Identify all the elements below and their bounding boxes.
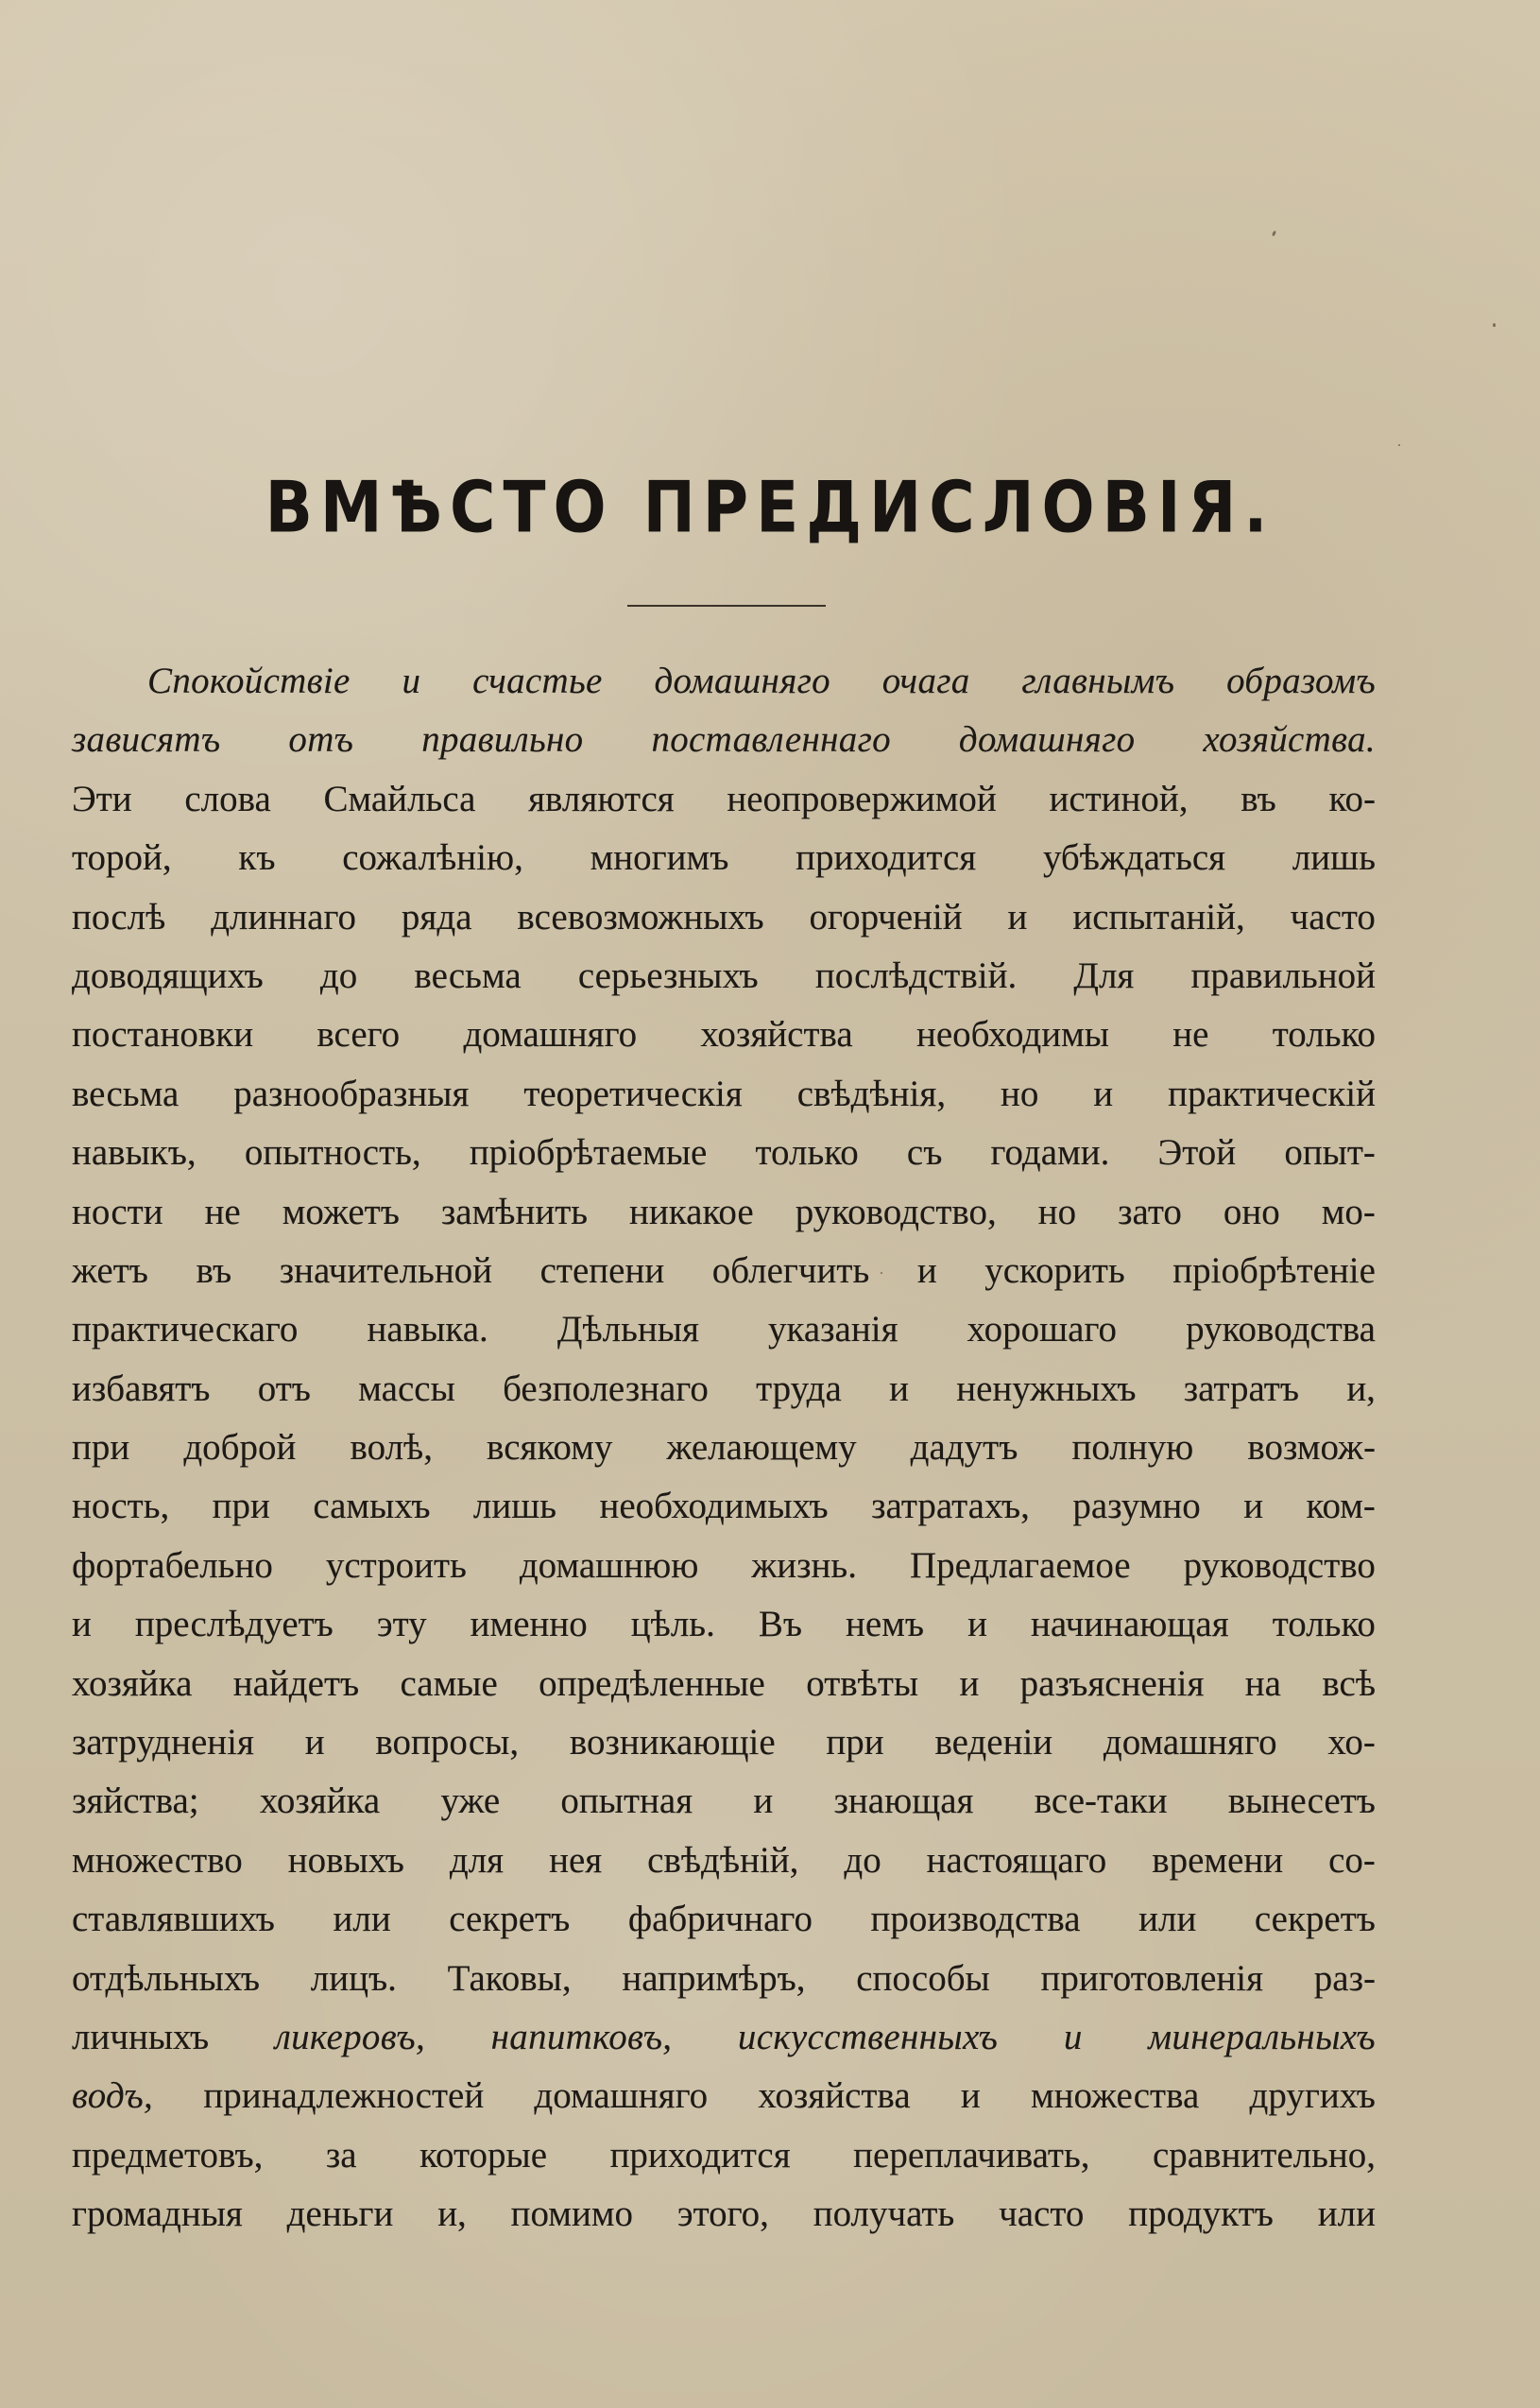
word: множество: [72, 1839, 243, 1881]
word: ликеровъ,: [274, 2016, 426, 2057]
word: Эти: [72, 778, 132, 819]
word: отвѣты: [806, 1662, 919, 1704]
word: не: [204, 1191, 241, 1232]
word: искусственныхъ: [737, 2016, 999, 2057]
word: разумно: [1072, 1486, 1201, 1527]
word: при: [212, 1486, 270, 1527]
word: хозяйства: [758, 2075, 911, 2117]
text-line: [72, 770, 1376, 829]
word: и: [1007, 896, 1028, 937]
word: и: [960, 2075, 981, 2117]
word: напримѣръ,: [622, 1957, 806, 1999]
word: и,: [437, 2193, 467, 2235]
word: со-: [1328, 1839, 1376, 1881]
word: преслѣдуетъ: [134, 1604, 334, 1645]
word: принадлежностей: [203, 2075, 485, 2117]
text-line: [72, 1242, 1376, 1300]
word: секретъ: [1254, 1899, 1376, 1940]
word: разъясненія: [1019, 1662, 1205, 1704]
word: и: [967, 1604, 987, 1645]
word: уже: [440, 1780, 501, 1822]
word: весьма: [72, 1073, 180, 1114]
word: не: [1172, 1014, 1209, 1056]
text-line: [72, 2185, 1376, 2244]
word: труда: [756, 1367, 842, 1409]
word: которые: [419, 2134, 548, 2176]
word: именно: [470, 1604, 588, 1645]
word: слова: [184, 778, 271, 819]
word: образомъ: [1226, 661, 1376, 701]
word: Этой: [1157, 1132, 1237, 1174]
word: лишь: [472, 1486, 557, 1527]
word: необходимыхъ: [599, 1486, 829, 1527]
word: отдѣльныхъ: [72, 1957, 261, 1999]
word: руководства: [1186, 1309, 1376, 1350]
word: производства: [870, 1899, 1081, 1940]
word: послѣ: [72, 896, 166, 937]
word: и: [753, 1780, 774, 1822]
word: серьезныхъ: [577, 955, 759, 996]
text-line: [72, 829, 1376, 887]
word: волѣ,: [350, 1427, 433, 1469]
word: лишь: [1292, 837, 1376, 879]
word: длиннаго: [211, 896, 356, 937]
word: практическаго: [72, 1309, 299, 1350]
word: домашняго: [654, 661, 830, 701]
word: при: [826, 1722, 884, 1763]
word: всевозможныхъ: [517, 896, 764, 937]
word: домашняго: [958, 719, 1136, 761]
word: на: [1244, 1662, 1281, 1704]
word: вопросы,: [375, 1722, 520, 1763]
word: начинающая: [1030, 1604, 1229, 1645]
word: неопровержимой: [727, 778, 997, 819]
word: приходится: [609, 2134, 791, 2176]
word: и: [1243, 1486, 1264, 1527]
word: хозяйства.: [1203, 719, 1376, 761]
text-line: [72, 1065, 1376, 1124]
word: только: [1272, 1014, 1376, 1056]
word: оно: [1223, 1191, 1280, 1232]
word: фортабельно: [72, 1544, 273, 1586]
word: затратъ: [1183, 1367, 1300, 1409]
word: приготовленія: [1040, 1957, 1264, 1999]
word: зато: [1118, 1191, 1182, 1232]
word: лицъ.: [310, 1957, 397, 1999]
text-line: [72, 1595, 1376, 1654]
word: только: [755, 1132, 859, 1174]
word: отъ: [288, 719, 354, 761]
word: самые: [400, 1662, 498, 1704]
word: хорошаго: [967, 1309, 1117, 1350]
word: зависятъ: [72, 719, 221, 761]
word: этого,: [676, 2193, 769, 2235]
paper-speck: [1272, 231, 1276, 237]
word: массы: [358, 1367, 455, 1409]
word: способы: [856, 1957, 990, 1999]
word: ускорить: [984, 1249, 1125, 1291]
word: пріобрѣтаемые: [469, 1132, 708, 1174]
word: и: [959, 1662, 980, 1704]
word: все-таки: [1034, 1780, 1168, 1822]
word: другихъ: [1249, 2075, 1376, 2117]
title-divider: [627, 605, 826, 607]
word: замѣнить: [440, 1191, 589, 1232]
word: домашняго: [1103, 1722, 1277, 1763]
text-line: [72, 1300, 1376, 1359]
word: времени: [1152, 1839, 1284, 1881]
word: избавятъ: [72, 1367, 211, 1409]
word: напитковъ,: [490, 2016, 673, 2057]
word: ком-: [1306, 1486, 1376, 1527]
text-line: [72, 1124, 1376, 1182]
text-line: [72, 1360, 1376, 1419]
word: для: [449, 1839, 505, 1881]
word: главнымъ: [1021, 661, 1175, 701]
word: вынесетъ: [1227, 1780, 1376, 1822]
text-line: [72, 1890, 1376, 1949]
word: до: [844, 1839, 881, 1881]
word: жизнь.: [751, 1544, 857, 1586]
word: ряда: [401, 896, 472, 937]
word: продуктъ: [1128, 2193, 1274, 2235]
word: секретъ: [449, 1899, 571, 1940]
word: сравнительно,: [1153, 2134, 1376, 2176]
word: Дѣльныя: [556, 1309, 699, 1350]
word: найдетъ: [232, 1662, 360, 1704]
word: часто: [1290, 896, 1376, 937]
word: переплачивать,: [853, 2134, 1090, 2176]
word: торой,: [72, 837, 172, 879]
word: навыкъ,: [72, 1132, 197, 1174]
word: эту: [376, 1604, 427, 1645]
word: или: [1138, 1899, 1197, 1940]
word: дадутъ: [910, 1427, 1018, 1469]
word: и,: [1346, 1367, 1376, 1409]
word: или: [1317, 2193, 1376, 2235]
word: Въ: [758, 1604, 803, 1645]
word: домашнюю: [519, 1544, 699, 1586]
word: новыхъ: [287, 1839, 404, 1881]
word: съ: [906, 1132, 943, 1174]
word: часто: [999, 2193, 1085, 2235]
word: возмож-: [1247, 1427, 1376, 1469]
word: домашняго: [463, 1014, 638, 1056]
word: но: [1001, 1073, 1039, 1114]
word: счастье: [472, 661, 603, 701]
word: Спокойствіе: [147, 661, 351, 701]
word: въ: [196, 1249, 232, 1291]
word: самыхъ: [313, 1486, 431, 1527]
word: водъ,: [72, 2075, 154, 2117]
word: и: [1063, 2016, 1083, 2057]
word: опредѣленные: [539, 1662, 765, 1704]
word: разнообразныя: [233, 1073, 470, 1114]
word: множества: [1030, 2075, 1200, 2117]
word: затрудненія: [72, 1722, 254, 1763]
text-line: [72, 2008, 1376, 2067]
word: желающему: [666, 1427, 857, 1469]
word: являются: [528, 778, 675, 819]
word: зяйства;: [72, 1780, 199, 1822]
word: громадныя: [72, 2193, 243, 2235]
word: поставленнаго: [651, 719, 891, 761]
word: практическій: [1168, 1073, 1376, 1114]
word: раз-: [1313, 1957, 1376, 1999]
text-line: [72, 888, 1376, 947]
word: и: [402, 661, 421, 701]
word: ности: [72, 1191, 163, 1232]
text-line: [72, 652, 1376, 711]
word: правильной: [1190, 955, 1376, 996]
word: ставлявшихъ: [72, 1899, 275, 1940]
text-line: [72, 1183, 1376, 1242]
word: немъ: [846, 1604, 925, 1645]
word: хозяйка: [72, 1662, 193, 1704]
word: Таковы,: [447, 1957, 572, 1999]
word: и: [889, 1367, 909, 1409]
text-line: [72, 1772, 1376, 1831]
text-line: [72, 1832, 1376, 1890]
word: свѣдѣній,: [647, 1839, 799, 1881]
word: руководство: [1183, 1544, 1376, 1586]
text-line: [72, 1537, 1376, 1595]
word: въ: [1241, 778, 1276, 819]
word: веденіи: [934, 1722, 1053, 1763]
word: получать: [813, 2193, 955, 2235]
word: Предлагаемое: [909, 1544, 1131, 1586]
word: можетъ: [282, 1191, 400, 1232]
word: личныхъ: [72, 2016, 210, 2057]
word: необходимы: [915, 1014, 1109, 1056]
word: нея: [549, 1839, 603, 1881]
word: за: [325, 2134, 357, 2176]
word: облегчить: [711, 1249, 870, 1291]
word: Для: [1073, 955, 1135, 996]
word: настоящаго: [926, 1839, 1107, 1881]
word: доводящихъ: [72, 955, 264, 996]
word: правильно: [421, 719, 584, 761]
word: годами.: [990, 1132, 1110, 1174]
word: безполезнаго: [503, 1367, 709, 1409]
word: устроить: [325, 1544, 467, 1586]
word: и: [304, 1722, 325, 1763]
word: хозяйка: [259, 1780, 381, 1822]
word: свѣдѣнія,: [796, 1073, 947, 1114]
chapter-title: ВМѢСТО ПРЕДИСЛОВІЯ.: [265, 466, 1275, 549]
word: испытаній,: [1072, 896, 1245, 937]
word: минеральныхъ: [1148, 2016, 1376, 2057]
word: пріобрѣтеніе: [1172, 1249, 1376, 1291]
word: опыт-: [1284, 1132, 1376, 1174]
word: домашняго: [534, 2075, 709, 2117]
word: руководство,: [795, 1191, 997, 1232]
text-line: [72, 1006, 1376, 1064]
word: опытность,: [244, 1132, 421, 1174]
word: навыка.: [367, 1309, 488, 1350]
word: приходится: [796, 837, 977, 879]
word: огорченій: [809, 896, 963, 937]
word: указанія: [767, 1309, 898, 1350]
word: хо-: [1327, 1722, 1376, 1763]
word: при: [72, 1427, 130, 1469]
word: и: [72, 1604, 92, 1645]
text-line: [72, 1655, 1376, 1713]
paper-speck: [1398, 444, 1400, 446]
word: опытная: [560, 1780, 693, 1822]
paper-speck: [1493, 323, 1496, 327]
word: жетъ: [72, 1249, 148, 1291]
word: всякому: [487, 1427, 613, 1469]
word: но: [1037, 1191, 1077, 1232]
word: ненужныхъ: [956, 1367, 1137, 1409]
word: значительной: [279, 1249, 493, 1291]
text-line: [72, 2126, 1376, 2185]
word: или: [333, 1899, 391, 1940]
word: фабричнаго: [627, 1899, 813, 1940]
word: знающая: [833, 1780, 974, 1822]
word: хозяйства: [700, 1014, 853, 1056]
word: постановки: [72, 1014, 254, 1056]
word: деньги: [286, 2193, 394, 2235]
text-line: [72, 1950, 1376, 2008]
word: и: [1093, 1073, 1114, 1114]
word: теоретическія: [523, 1073, 743, 1114]
word: мо-: [1321, 1191, 1376, 1232]
word: всего: [317, 1014, 401, 1056]
word: затратахъ,: [871, 1486, 1030, 1527]
word: доброй: [183, 1427, 297, 1469]
word: къ: [238, 837, 276, 879]
word: ко-: [1328, 778, 1376, 819]
word: помимо: [510, 2193, 633, 2235]
text-line: [72, 1713, 1376, 1772]
body-text: [72, 652, 1376, 2245]
text-line: [72, 1419, 1376, 1477]
word: только: [1272, 1604, 1376, 1645]
word: Смайльса: [323, 778, 476, 819]
word: возникающіе: [569, 1722, 776, 1763]
word: ность,: [72, 1486, 170, 1527]
word: до: [319, 955, 358, 996]
word: и: [916, 1249, 937, 1291]
word: степени: [539, 1249, 665, 1291]
word: очага: [881, 661, 970, 701]
word: сожалѣнію,: [342, 837, 523, 879]
word: истиной,: [1049, 778, 1189, 819]
word: многимъ: [590, 837, 729, 879]
word: полную: [1071, 1427, 1194, 1469]
text-line: [72, 711, 1376, 769]
text-line: [72, 947, 1376, 1006]
word: убѣждаться: [1042, 837, 1226, 879]
word: никакое: [629, 1191, 754, 1232]
word: отъ: [257, 1367, 311, 1409]
word: послѣдствій.: [814, 955, 1018, 996]
text-line: [72, 1477, 1376, 1536]
word: цѣль.: [630, 1604, 715, 1645]
word: всѣ: [1322, 1662, 1376, 1704]
word: весьма: [414, 955, 522, 996]
text-line: [72, 2067, 1376, 2125]
word: предметовъ,: [72, 2134, 264, 2176]
